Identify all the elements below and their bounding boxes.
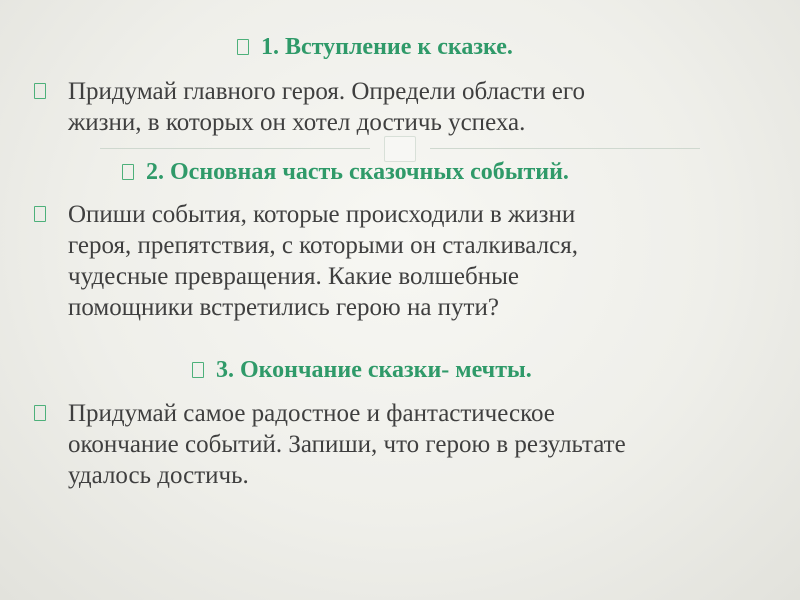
square-bullet-icon bbox=[237, 39, 249, 55]
decorative-line-right bbox=[430, 148, 700, 149]
square-bullet-icon bbox=[34, 405, 46, 421]
section-2-body-line-1: Опиши события, которые происходили в жизни bbox=[68, 201, 576, 228]
section-3-body-line-2: окончание событий. Запиши, что герою в результате bbox=[68, 431, 626, 458]
square-bullet-icon bbox=[34, 83, 46, 99]
square-bullet-icon bbox=[34, 206, 46, 222]
section-2-body-line-2: героя, препятствия, с которыми он сталкивался, bbox=[68, 232, 578, 259]
decorative-line-left bbox=[100, 148, 370, 149]
section-1-body bbox=[34, 76, 774, 140]
section-1-body-line-2: жизни, в которых он хотел достичь успеха. bbox=[68, 109, 526, 136]
section-2-body-line-3: чудесные превращения. Какие волшебные bbox=[68, 263, 519, 290]
section-3-heading: 3. Окончание сказки- мечты. bbox=[216, 357, 532, 383]
square-bullet-icon bbox=[122, 164, 134, 180]
section-3-body-line-1: Придумай самое радостное и фантастическое bbox=[68, 400, 555, 427]
square-bullet-icon bbox=[192, 362, 204, 378]
section-3-body bbox=[34, 398, 774, 498]
section-1-heading: 1. Вступление к сказке. bbox=[261, 34, 513, 60]
section-1-body-line-1: Придумай главного героя. Определи области его bbox=[68, 78, 586, 105]
section-2-body bbox=[34, 199, 774, 329]
section-2-heading: 2. Основная часть сказочных событий. bbox=[146, 159, 569, 185]
section-2-body-line-4: помощники встретились герою на пути? bbox=[68, 294, 499, 321]
section-3-body-line-3: удалось достичь. bbox=[68, 462, 249, 489]
